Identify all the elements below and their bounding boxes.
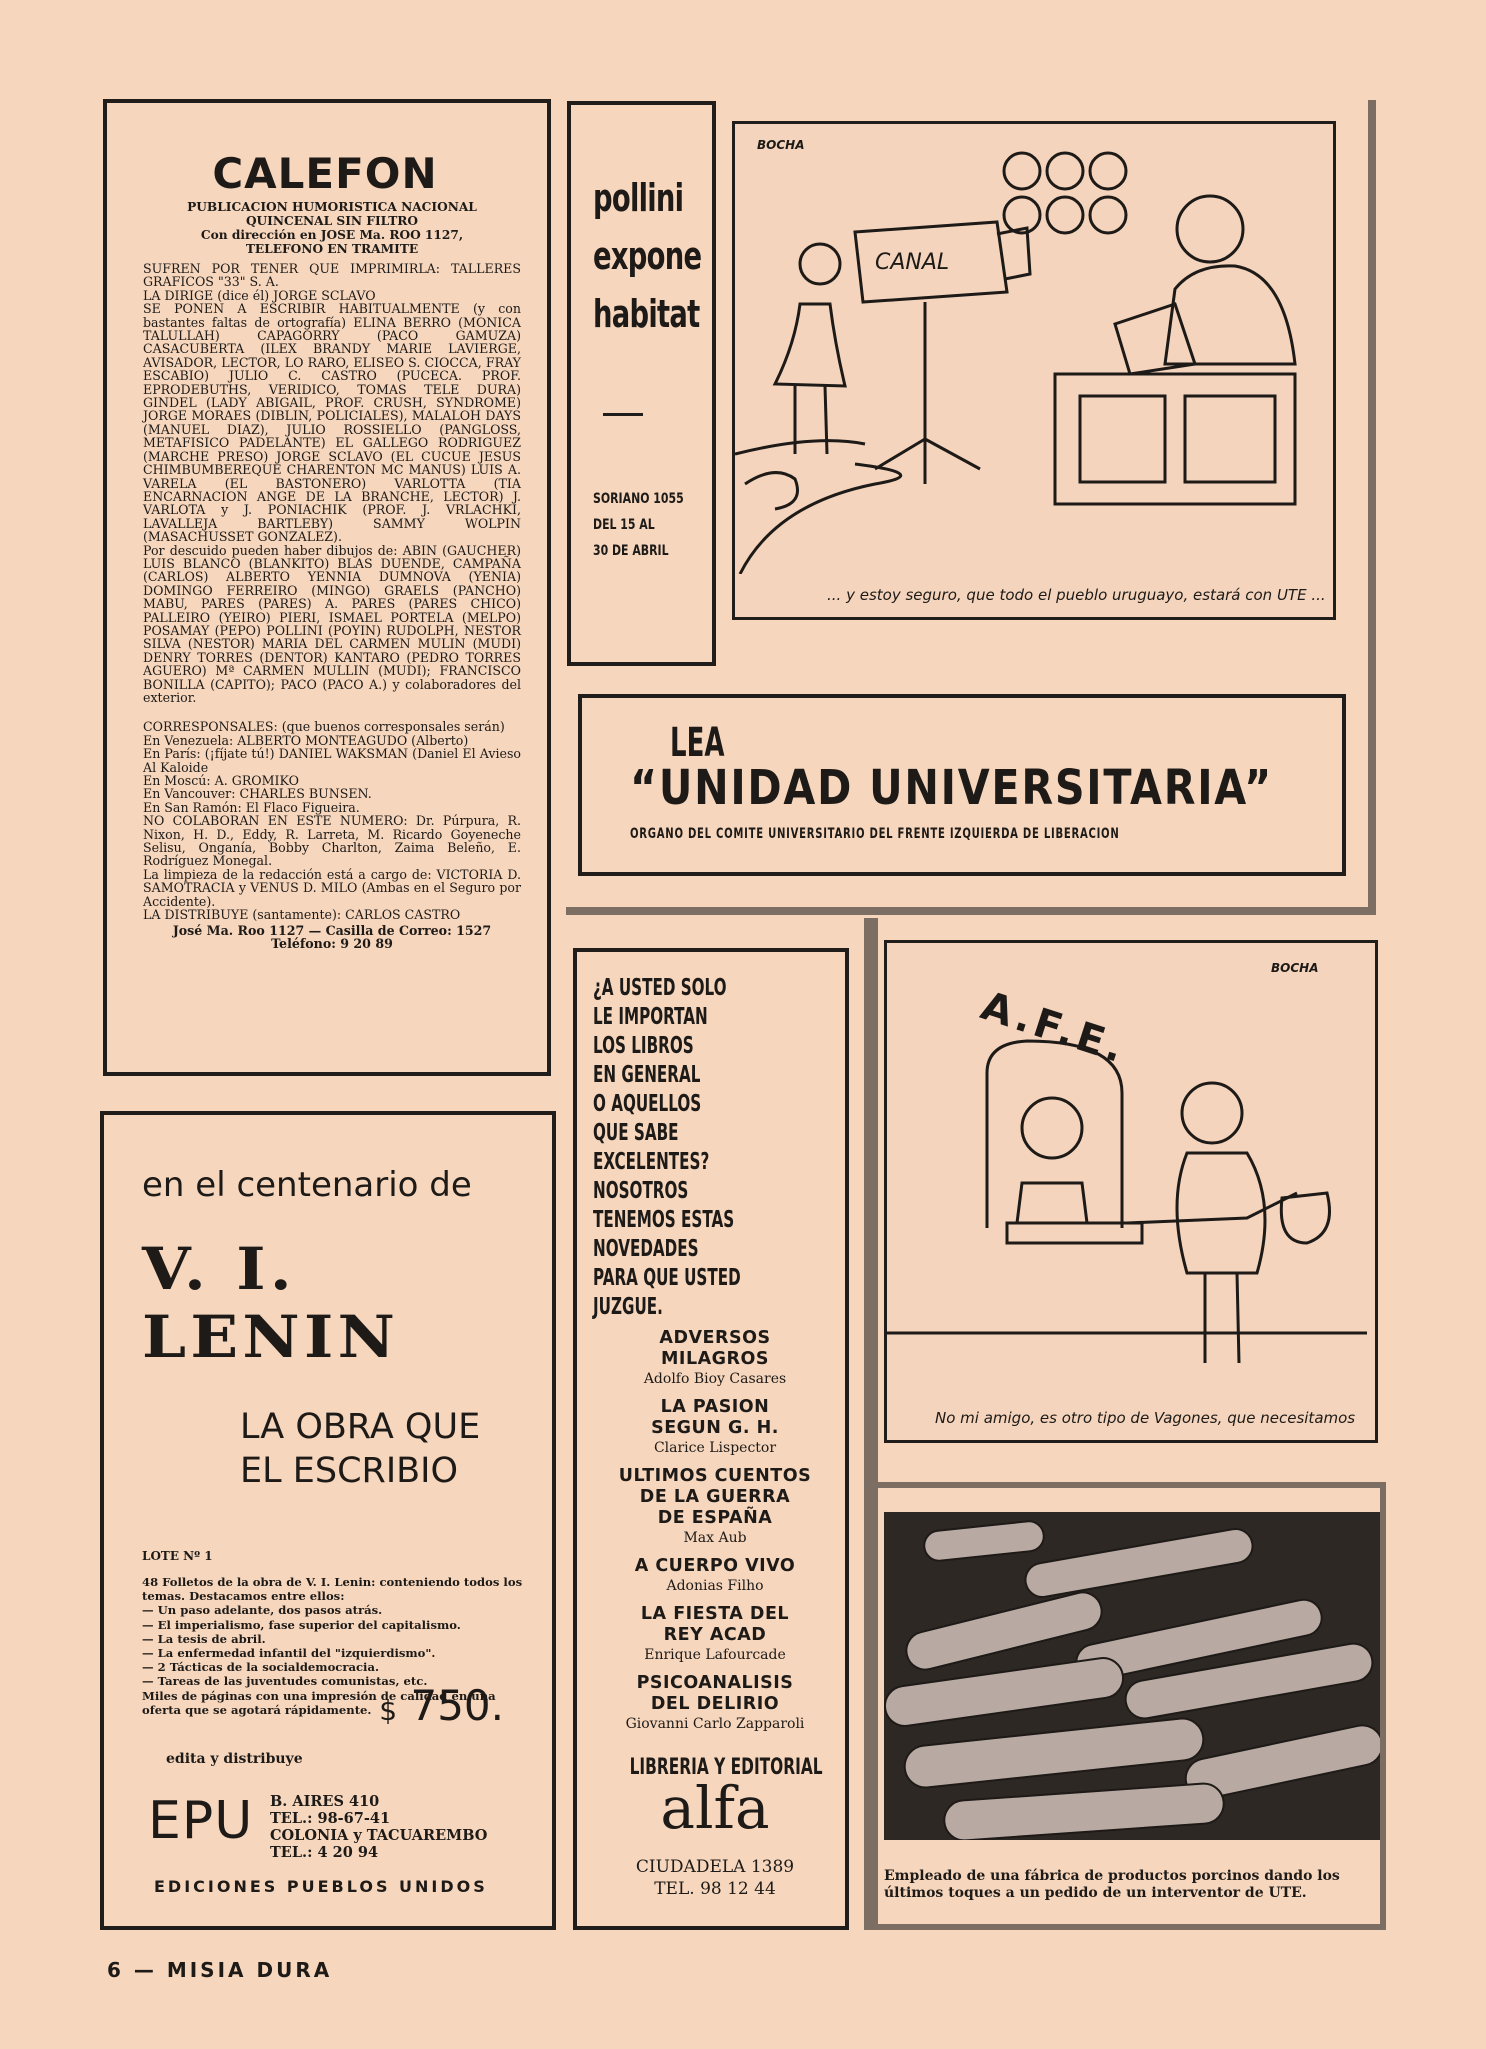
book-title: ULTIMOS CUENTOS DE LA GUERRA DE ESPAÑA — [618, 1466, 812, 1528]
epu-footer: EDICIONES PUEBLOS UNIDOS — [154, 1877, 488, 1896]
photo-caption: Empleado de una fábrica de productos porcinos dando los últimos toques a un pedido de un interventor de UTE. — [884, 1868, 1340, 1901]
lea-organ: ORGANO DEL COMITE UNIVERSITARIO DEL FRENTE IZQUIERDA DE LIBERACION — [630, 826, 1120, 842]
cartoon2-signature: BOCHA — [1271, 961, 1319, 975]
lea-title: “UNIDAD UNIVERSITARIA” — [630, 760, 1274, 816]
lenin-price — [379, 1681, 504, 1730]
cartoon-afe-drawing — [887, 943, 1375, 1383]
lenin-lote: LOTE Nº 1 — [142, 1549, 213, 1563]
price-value: 750. — [410, 1681, 504, 1730]
price-symbol: $ — [379, 1694, 398, 1727]
calefon-contact: José Ma. Roo 1127 — Casilla de Correo: 1527 Teléfono: 9 20 89 — [172, 922, 492, 951]
pollini-word: pollini — [593, 176, 684, 220]
calefon-masthead — [103, 99, 551, 1076]
book-title: LA PASION SEGUN G. H. — [651, 1397, 779, 1438]
cartoon-afe — [884, 940, 1378, 1443]
alfa-logo: alfa — [660, 1774, 770, 1842]
lenin-edita: edita y distribuye — [166, 1751, 303, 1767]
epu-address: B. AIRES 410 TEL.: 98-67-41 COLONIA y TACUAREMBO TEL.: 4 20 94 — [270, 1793, 488, 1861]
book-title: LA FIESTA DEL REY ACAD — [640, 1604, 790, 1645]
calefon-subtitle: PUBLICACION HUMORISTICA NACIONAL QUINCENAL SIN FILTRO Con dirección en JOSE Ma. ROO 1127, TELEFONO EN TRAMITE — [187, 200, 477, 256]
book-author: Max Aub — [683, 1530, 747, 1546]
pollini-dates-start: DEL 15 AL — [593, 517, 655, 533]
expone-word: expone — [593, 234, 702, 278]
pollini-dates-end: 30 DE ABRIL — [593, 543, 669, 559]
cartoon-canal — [732, 121, 1336, 620]
alfa-question: ¿A USTED SOLO LE IMPORTAN LOS LIBROS EN GENERAL O AQUELLOS QUE SABE EXCELENTES? NOSOTROS TENEMOS ESTAS NOVEDADES PARA QUE USTED JUZGUE. — [593, 975, 741, 1320]
pollini-info — [593, 486, 684, 564]
calefon-staff: SUFREN POR TENER QUE IMPRIMIRLA: TALLERES GRAFICOS "33" S. A. LA DIRIGE (dice él) JORGE SCLAVO SE PONEN A ESCRIBIR HABITUALMENTE (y con bastantes faltas de ortografía) ELINA BERRO (MONICA TALULLAH) CAPAGORRY (PACO GAMUZA) CASACUBERTA (ILEX BRANDY MARIE LAVIERGE, AVISADOR, LECTOR, LO RARO, ELISEO S. CIOCCA, FRAY ESCABIO) JULIO C. CASTRO (PUCECA. PROF. EPRODEBUTHS, VERIDICO, TOMAS TELE DURA) GINDEL (LADY ABIGAIL, PROF. CRUSH, SYNDROME) JORGE MORAES (DIBLIN, POLICIALES), MALALOH DAYS (MANUEL DIAZ), JULIO ROSSIELLO (PANGLOSS, METAFISICO PADELANTE) EL GALLEGO RODRIGUEZ (MARCHE PRESO) JORGE SCLAVO (EL CUCUE JESUS CHIMBUMBEREQUE CHARENTON MC MANUS) LUIS A. VARELA (EL BASTONERO) VARLOTTA (TIA ENCARNACION ANGE DE LA BRANCHE, LECTOR) J. VARLOTA y J. PONIACHIK (PROF. J. VRLACHKI, LAVALLEJA BARTLEBY) SAMMY WOLPIN (MASACHUSSET GONZALEZ). Por descuido pueden haber dibujos de: ABIN (GAUCHER) LUIS BLANCO (BLANKITO) BLAS DUENDE, CAMPAÑA (CARLOS) ALBERTO YENNIA DUMNOVA (YENIA) DOMINGO FERREIRO (MINGO) GRAELS (PANCHO) MABU, PARES (PARES) A. PARES (PARES CHICO) PALLEIRO (YEIRO) PIERI, ISMAEL PORTELA (MELPO) POSAMAY (PEPO) POLLINI (POYIN) RUDOLPH, NESTOR SILVA (NESTOR) MARIA DEL CARMEN MULIN (MUDI) DENRY TORRES (DENTOR) KANTARO (PEDRO TORRES AGUERO) Mª CARMEN MULLIN (MUDI); FRANCISCO BONILLA (CAPITO); PACO (PACO A.) y colaboradores del exterior. — [143, 261, 521, 705]
alfa-book-list — [593, 1328, 837, 1733]
book-author: Adonias Filho — [666, 1578, 764, 1594]
page-footer: 6 — MISIA DURA — [107, 1958, 333, 1982]
alfa-ad — [573, 948, 849, 1930]
book-title: PSICOANALISIS DEL DELIRIO — [636, 1673, 794, 1714]
camera-label: CANAL — [875, 250, 950, 275]
sausages-image — [884, 1512, 1380, 1840]
cartoon-signature: BOCHA — [757, 138, 805, 152]
afe-sign: A.F.E. — [975, 982, 1133, 1074]
sausages-photo — [884, 1512, 1380, 1840]
alfa-address: CIUDADELA 1389 TEL. 98 12 44 — [635, 1857, 795, 1899]
cartoon2-caption: No mi amigo, es otro tipo de Vagones, que necesitamos — [935, 1409, 1356, 1427]
lea-lead: LEA — [670, 720, 725, 766]
divider — [603, 413, 643, 416]
calefon-title: CALEFON — [212, 149, 438, 198]
pollini-ad — [567, 101, 716, 666]
calefon-corresponsales: CORRESPONSALES: (que buenos corresponsales serán) En Venezuela: ALBERTO MONTEAGUDO (Alberto) En París: (¡fíjate tú!) DANIEL WAKSMAN (Daniel El Avieso Al Kaloide En Moscú: A. GROMIKO En Vancouver: CHARLES BUNSEN. En San Ramón: El Flaco Figueira. NO COLABORAN EN ESTE NUMERO: Dr. Púrpura, R. Nixon, H. D., Eddy, R. Larreta, M. Ricardo Goyeneche Selisu, Onganía, Bobby Charlton, Zaima Beleño, E. Rodríguez Monegal. La limpieza de la redacción está a cargo de: VICTORIA D. SAMOTRACIA y VENUS D. MILO (Ambas en el Seguro por Accidente). LA DISTRIBUYE (santamente): CARLOS CASTRO — [143, 719, 521, 923]
book-title: A CUERPO VIVO — [634, 1556, 796, 1576]
epu-logo: EPU — [148, 1791, 254, 1851]
book-title: ADVERSOS MILAGROS — [659, 1328, 771, 1369]
alfa-libreria: LIBRERIA Y EDITORIAL — [629, 1755, 823, 1780]
habitat-word: habitat — [593, 292, 700, 336]
unidad-universitaria-ad — [578, 694, 1346, 876]
cartoon-canal-drawing — [735, 124, 1333, 574]
book-author: Enrique Lafourcade — [644, 1647, 786, 1663]
book-author: Clarice Lispector — [653, 1440, 777, 1456]
lenin-obra: LA OBRA QUE EL ESCRIBIO — [240, 1407, 481, 1491]
lenin-ad — [100, 1111, 556, 1930]
cartoon1-caption: ... y estoy seguro, que todo el pueblo uruguayo, estará con UTE ... — [827, 586, 1326, 604]
book-author: Giovanni Carlo Zapparoli — [625, 1716, 805, 1732]
lenin-description: 48 Folletos de la obra de V. I. Lenin: conteniendo todos los temas. Destacamos entre ellos: — Un paso adelante, dos pasos atrás. — El imperialismo, fase superior del capitalismo. — La tesis de abril. — La enfermedad infantil del "izquierdismo". — 2 Tácticas de la socialdemocracia. — Tareas de las juventudes comunistas, etc. Miles de páginas con una impresión de calidad en una oferta que se agotará rápidamente. — [142, 1575, 523, 1717]
book-author: Adolfo Bioy Casares — [643, 1371, 787, 1387]
pollini-address: SORIANO 1055 — [593, 491, 684, 507]
lenin-name: V. I. LENIN — [142, 1235, 400, 1371]
lenin-centenario: en el centenario de — [142, 1165, 472, 1205]
